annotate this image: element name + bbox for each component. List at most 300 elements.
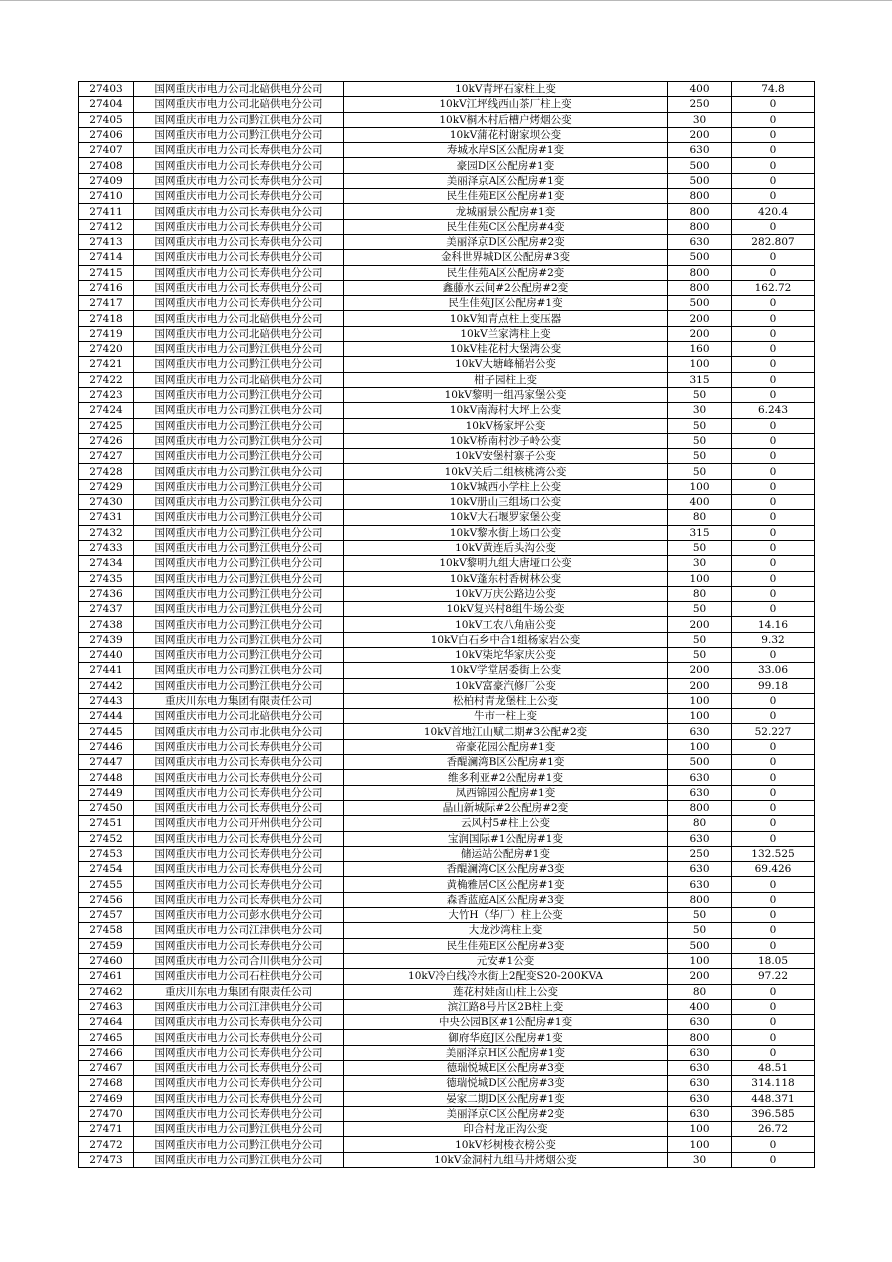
company-cell: 国网重庆市电力公司黔江供电分公司 <box>134 586 344 601</box>
company-cell: 重庆川东电力集团有限责任公司 <box>134 984 344 999</box>
company-cell: 国网重庆市电力公司开州供电分公司 <box>134 816 344 831</box>
capacity-cell: 400 <box>668 82 732 97</box>
table-row <box>79 127 815 142</box>
transformer-name-cell: 金科世界城D区公配房#3变 <box>344 250 668 265</box>
value-cell: 69.426 <box>732 862 815 877</box>
row-id-cell: 27404 <box>79 97 134 112</box>
value-cell: 132.525 <box>732 846 815 861</box>
transformer-name-cell: 10kV青坪石家柱上变 <box>344 82 668 97</box>
transformer-name-cell: 宝润国际#1公配房#1变 <box>344 831 668 846</box>
table-row <box>79 1076 815 1091</box>
company-cell: 国网重庆市电力公司黔江供电分公司 <box>134 678 344 693</box>
transformer-name-cell: 10kV知青点柱上变压器 <box>344 311 668 326</box>
table-row <box>79 265 815 280</box>
row-id-cell: 27463 <box>79 999 134 1014</box>
capacity-cell: 800 <box>668 204 732 219</box>
transformer-name-cell: 松柏村青龙堡柱上公变 <box>344 693 668 708</box>
row-id-cell: 27467 <box>79 1061 134 1076</box>
row-id-cell: 27469 <box>79 1091 134 1106</box>
table-row <box>79 525 815 540</box>
table-row <box>79 647 815 662</box>
company-cell: 国网重庆市电力公司黔江供电分公司 <box>134 433 344 448</box>
company-cell: 国网重庆市电力公司长寿供电分公司 <box>134 143 344 158</box>
value-cell: 0 <box>732 372 815 387</box>
row-id-cell: 27426 <box>79 433 134 448</box>
value-cell: 0 <box>732 831 815 846</box>
value-cell: 0 <box>732 602 815 617</box>
capacity-cell: 630 <box>668 724 732 739</box>
table-row <box>79 510 815 525</box>
value-cell: 0 <box>732 219 815 234</box>
value-cell: 0 <box>732 143 815 158</box>
value-cell: 162.72 <box>732 280 815 295</box>
transformer-name-cell: 民生佳苑C区公配房#4变 <box>344 219 668 234</box>
row-id-cell: 27413 <box>79 234 134 249</box>
row-id-cell: 27445 <box>79 724 134 739</box>
capacity-cell: 50 <box>668 464 732 479</box>
company-cell: 国网重庆市电力公司黔江供电分公司 <box>134 1152 344 1167</box>
value-cell: 0 <box>732 158 815 173</box>
company-cell: 国网重庆市电力公司黔江供电分公司 <box>134 540 344 555</box>
table-row <box>79 280 815 295</box>
transformer-name-cell: 牛市一柱上变 <box>344 709 668 724</box>
company-cell: 国网重庆市电力公司长寿供电分公司 <box>134 755 344 770</box>
row-id-cell: 27414 <box>79 250 134 265</box>
row-id-cell: 27448 <box>79 770 134 785</box>
company-cell: 国网重庆市电力公司彭水供电分公司 <box>134 908 344 923</box>
capacity-cell: 100 <box>668 953 732 968</box>
value-cell: 0 <box>732 97 815 112</box>
company-cell: 国网重庆市电力公司长寿供电分公司 <box>134 173 344 188</box>
capacity-cell: 800 <box>668 800 732 815</box>
capacity-cell: 800 <box>668 280 732 295</box>
value-cell: 0 <box>732 785 815 800</box>
row-id-cell: 27427 <box>79 449 134 464</box>
value-cell: 0 <box>732 800 815 815</box>
value-cell: 0 <box>732 1152 815 1167</box>
company-cell: 国网重庆市电力公司北碚供电分公司 <box>134 326 344 341</box>
transformer-name-cell: 黄桷雅居C区公配房#1变 <box>344 877 668 892</box>
capacity-cell: 630 <box>668 1091 732 1106</box>
table-row <box>79 82 815 97</box>
row-id-cell: 27430 <box>79 495 134 510</box>
transformer-name-cell: 维多利亚#2公配房#1变 <box>344 770 668 785</box>
transformer-name-cell: 10kV黎明九组大唐垭口公变 <box>344 556 668 571</box>
value-cell: 0 <box>732 816 815 831</box>
transformer-name-cell: 美丽泽京H区公配房#1变 <box>344 1045 668 1060</box>
table-row <box>79 219 815 234</box>
capacity-cell: 630 <box>668 234 732 249</box>
capacity-cell: 50 <box>668 540 732 555</box>
value-cell: 6.243 <box>732 403 815 418</box>
row-id-cell: 27410 <box>79 189 134 204</box>
transformer-name-cell: 民生佳苑J区公配房#1变 <box>344 296 668 311</box>
capacity-cell: 100 <box>668 709 732 724</box>
transformer-name-cell: 豪园D区公配房#1变 <box>344 158 668 173</box>
company-cell: 国网重庆市电力公司黔江供电分公司 <box>134 449 344 464</box>
company-cell: 国网重庆市电力公司黔江供电分公司 <box>134 632 344 647</box>
company-cell: 国网重庆市电力公司长寿供电分公司 <box>134 250 344 265</box>
row-id-cell: 27431 <box>79 510 134 525</box>
capacity-cell: 30 <box>668 112 732 127</box>
table-row <box>79 296 815 311</box>
table-row <box>79 372 815 387</box>
value-cell: 0 <box>732 433 815 448</box>
value-cell: 0 <box>732 984 815 999</box>
value-cell: 52.227 <box>732 724 815 739</box>
table-body <box>79 82 815 1168</box>
row-id-cell: 27441 <box>79 663 134 678</box>
capacity-cell: 630 <box>668 862 732 877</box>
capacity-cell: 630 <box>668 1045 732 1060</box>
table-row <box>79 1122 815 1137</box>
table-row <box>79 540 815 555</box>
capacity-cell: 50 <box>668 908 732 923</box>
transformer-name-cell: 德瑞悦城D区公配房#3变 <box>344 1076 668 1091</box>
transformer-name-cell: 印合村龙正沟公变 <box>344 1122 668 1137</box>
transformer-name-cell: 美丽泽京C区公配房#2变 <box>344 1106 668 1121</box>
table-row <box>79 326 815 341</box>
value-cell: 0 <box>732 999 815 1014</box>
value-cell: 0 <box>732 540 815 555</box>
table-row <box>79 969 815 984</box>
value-cell: 0 <box>732 770 815 785</box>
company-cell: 国网重庆市电力公司长寿供电分公司 <box>134 1045 344 1060</box>
capacity-cell: 630 <box>668 1106 732 1121</box>
transformer-name-cell: 10kV冷白线冷水街上2配变S20-200KVA <box>344 969 668 984</box>
company-cell: 国网重庆市电力公司黔江供电分公司 <box>134 464 344 479</box>
value-cell: 0 <box>732 1015 815 1030</box>
table-row <box>79 831 815 846</box>
company-cell: 国网重庆市电力公司长寿供电分公司 <box>134 265 344 280</box>
value-cell: 396.585 <box>732 1106 815 1121</box>
capacity-cell: 200 <box>668 969 732 984</box>
row-id-cell: 27422 <box>79 372 134 387</box>
table-row <box>79 602 815 617</box>
company-cell: 国网重庆市电力公司长寿供电分公司 <box>134 785 344 800</box>
row-id-cell: 27425 <box>79 418 134 433</box>
row-id-cell: 27460 <box>79 953 134 968</box>
company-cell: 国网重庆市电力公司黔江供电分公司 <box>134 647 344 662</box>
table-row <box>79 953 815 968</box>
table-row <box>79 846 815 861</box>
row-id-cell: 27415 <box>79 265 134 280</box>
capacity-cell: 250 <box>668 846 732 861</box>
company-cell: 国网重庆市电力公司长寿供电分公司 <box>134 862 344 877</box>
value-cell: 0 <box>732 755 815 770</box>
capacity-cell: 630 <box>668 143 732 158</box>
row-id-cell: 27411 <box>79 204 134 219</box>
table-row <box>79 143 815 158</box>
capacity-cell: 200 <box>668 311 732 326</box>
company-cell: 国网重庆市电力公司长寿供电分公司 <box>134 219 344 234</box>
transformer-name-cell: 10kV柒坨华家庆公变 <box>344 647 668 662</box>
table-row <box>79 938 815 953</box>
table-row <box>79 556 815 571</box>
company-cell: 国网重庆市电力公司北碚供电分公司 <box>134 311 344 326</box>
value-cell: 0 <box>732 693 815 708</box>
company-cell: 国网重庆市电力公司黔江供电分公司 <box>134 617 344 632</box>
transformer-name-cell: 10kV黎明一组冯家堡公变 <box>344 387 668 402</box>
table-row <box>79 739 815 754</box>
value-cell: 0 <box>732 464 815 479</box>
transformer-name-cell: 香醍澜湾B区公配房#1变 <box>344 755 668 770</box>
transformer-name-cell: 大龙沙湾柱上变 <box>344 923 668 938</box>
value-cell: 0 <box>732 296 815 311</box>
row-id-cell: 27446 <box>79 739 134 754</box>
capacity-cell: 200 <box>668 617 732 632</box>
capacity-cell: 100 <box>668 479 732 494</box>
value-cell: 14.16 <box>732 617 815 632</box>
row-id-cell: 27433 <box>79 540 134 555</box>
capacity-cell: 315 <box>668 372 732 387</box>
table-row <box>79 1152 815 1167</box>
company-cell: 国网重庆市电力公司黔江供电分公司 <box>134 387 344 402</box>
transformer-name-cell: 滨江路8号片区2B柱上变 <box>344 999 668 1014</box>
capacity-cell: 250 <box>668 97 732 112</box>
row-id-cell: 27473 <box>79 1152 134 1167</box>
capacity-cell: 200 <box>668 326 732 341</box>
company-cell: 国网重庆市电力公司长寿供电分公司 <box>134 1015 344 1030</box>
table-row <box>79 785 815 800</box>
company-cell: 国网重庆市电力公司黔江供电分公司 <box>134 418 344 433</box>
row-id-cell: 27468 <box>79 1076 134 1091</box>
company-cell: 国网重庆市电力公司长寿供电分公司 <box>134 1030 344 1045</box>
transformer-name-cell: 大竹H（华厂）柱上公变 <box>344 908 668 923</box>
table-row <box>79 234 815 249</box>
value-cell: 0 <box>732 938 815 953</box>
capacity-cell: 800 <box>668 892 732 907</box>
row-id-cell: 27452 <box>79 831 134 846</box>
company-cell: 国网重庆市电力公司北碚供电分公司 <box>134 372 344 387</box>
capacity-cell: 630 <box>668 1076 732 1091</box>
company-cell: 国网重庆市电力公司黔江供电分公司 <box>134 1122 344 1137</box>
transformer-name-cell: 10kV桥南村沙子岭公变 <box>344 433 668 448</box>
value-cell: 282.807 <box>732 234 815 249</box>
capacity-cell: 100 <box>668 739 732 754</box>
row-id-cell: 27458 <box>79 923 134 938</box>
transformer-name-cell: 德瑞悦城E区公配房#3变 <box>344 1061 668 1076</box>
transformer-name-cell: 10kV复兴村8组牛场公变 <box>344 602 668 617</box>
capacity-cell: 800 <box>668 1030 732 1045</box>
row-id-cell: 27437 <box>79 602 134 617</box>
capacity-cell: 500 <box>668 755 732 770</box>
capacity-cell: 400 <box>668 999 732 1014</box>
transformer-data-table <box>78 81 815 1168</box>
company-cell: 国网重庆市电力公司长寿供电分公司 <box>134 770 344 785</box>
company-cell: 国网重庆市电力公司长寿供电分公司 <box>134 938 344 953</box>
company-cell: 国网重庆市电力公司石柱供电分公司 <box>134 969 344 984</box>
company-cell: 国网重庆市电力公司黔江供电分公司 <box>134 127 344 142</box>
table-row <box>79 403 815 418</box>
value-cell: 420.4 <box>732 204 815 219</box>
row-id-cell: 27421 <box>79 357 134 372</box>
company-cell: 国网重庆市电力公司北碚供电分公司 <box>134 82 344 97</box>
capacity-cell: 50 <box>668 449 732 464</box>
transformer-name-cell: 10kV城西小学柱上公变 <box>344 479 668 494</box>
company-cell: 国网重庆市电力公司北碚供电分公司 <box>134 97 344 112</box>
row-id-cell: 27417 <box>79 296 134 311</box>
capacity-cell: 200 <box>668 127 732 142</box>
value-cell: 448.371 <box>732 1091 815 1106</box>
capacity-cell: 100 <box>668 1122 732 1137</box>
row-id-cell: 27450 <box>79 800 134 815</box>
company-cell: 国网重庆市电力公司长寿供电分公司 <box>134 831 344 846</box>
table-row <box>79 449 815 464</box>
transformer-name-cell: 10kV杉树梭衣榜公变 <box>344 1137 668 1152</box>
capacity-cell: 100 <box>668 693 732 708</box>
company-cell: 国网重庆市电力公司黔江供电分公司 <box>134 571 344 586</box>
table-row <box>79 862 815 877</box>
transformer-name-cell: 元安#1公变 <box>344 953 668 968</box>
table-row <box>79 1106 815 1121</box>
capacity-cell: 50 <box>668 647 732 662</box>
value-cell: 0 <box>732 908 815 923</box>
row-id-cell: 27449 <box>79 785 134 800</box>
company-cell: 国网重庆市电力公司长寿供电分公司 <box>134 296 344 311</box>
company-cell: 国网重庆市电力公司黔江供电分公司 <box>134 1137 344 1152</box>
row-id-cell: 27442 <box>79 678 134 693</box>
company-cell: 国网重庆市电力公司黔江供电分公司 <box>134 663 344 678</box>
value-cell: 0 <box>732 387 815 402</box>
row-id-cell: 27440 <box>79 647 134 662</box>
table-row <box>79 586 815 601</box>
value-cell: 0 <box>732 877 815 892</box>
value-cell: 0 <box>732 357 815 372</box>
capacity-cell: 630 <box>668 785 732 800</box>
table-row <box>79 189 815 204</box>
transformer-name-cell: 御府华庭J区公配房#1变 <box>344 1030 668 1045</box>
value-cell: 18.05 <box>732 953 815 968</box>
value-cell: 0 <box>732 479 815 494</box>
company-cell: 国网重庆市电力公司长寿供电分公司 <box>134 1106 344 1121</box>
capacity-cell: 500 <box>668 250 732 265</box>
company-cell: 国网重庆市电力公司长寿供电分公司 <box>134 1091 344 1106</box>
table-row <box>79 387 815 402</box>
value-cell: 0 <box>732 418 815 433</box>
table-row <box>79 1030 815 1045</box>
row-id-cell: 27472 <box>79 1137 134 1152</box>
capacity-cell: 500 <box>668 938 732 953</box>
value-cell: 0 <box>732 556 815 571</box>
company-cell: 国网重庆市电力公司长寿供电分公司 <box>134 204 344 219</box>
value-cell: 0 <box>732 1030 815 1045</box>
row-id-cell: 27451 <box>79 816 134 831</box>
transformer-name-cell: 10kV蓬东村香树林公变 <box>344 571 668 586</box>
row-id-cell: 27439 <box>79 632 134 647</box>
capacity-cell: 80 <box>668 984 732 999</box>
row-id-cell: 27409 <box>79 173 134 188</box>
value-cell: 0 <box>732 892 815 907</box>
capacity-cell: 630 <box>668 877 732 892</box>
table-row <box>79 663 815 678</box>
table-row <box>79 571 815 586</box>
table-row <box>79 433 815 448</box>
transformer-name-cell: 10kV册山三组场口公变 <box>344 495 668 510</box>
table-row <box>79 342 815 357</box>
value-cell: 0 <box>732 173 815 188</box>
transformer-name-cell: 美丽泽京A区公配房#1变 <box>344 173 668 188</box>
value-cell: 0 <box>732 112 815 127</box>
capacity-cell: 100 <box>668 357 732 372</box>
company-cell: 国网重庆市电力公司黔江供电分公司 <box>134 403 344 418</box>
value-cell: 0 <box>732 189 815 204</box>
row-id-cell: 27412 <box>79 219 134 234</box>
row-id-cell: 27418 <box>79 311 134 326</box>
row-id-cell: 27464 <box>79 1015 134 1030</box>
transformer-name-cell: 龙城丽景公配房#1变 <box>344 204 668 219</box>
transformer-name-cell: 10kV学堂居委街上公变 <box>344 663 668 678</box>
table-row <box>79 800 815 815</box>
transformer-name-cell: 10kV桂花村大堡湾公变 <box>344 342 668 357</box>
row-id-cell: 27457 <box>79 908 134 923</box>
company-cell: 国网重庆市电力公司黔江供电分公司 <box>134 357 344 372</box>
value-cell: 0 <box>732 449 815 464</box>
table-row <box>79 693 815 708</box>
table-row <box>79 908 815 923</box>
transformer-name-cell: 美丽泽京D区公配房#2变 <box>344 234 668 249</box>
table-row <box>79 1091 815 1106</box>
row-id-cell: 27424 <box>79 403 134 418</box>
row-id-cell: 27459 <box>79 938 134 953</box>
value-cell: 48.51 <box>732 1061 815 1076</box>
row-id-cell: 27434 <box>79 556 134 571</box>
table-row <box>79 816 815 831</box>
table-row <box>79 999 815 1014</box>
company-cell: 国网重庆市电力公司长寿供电分公司 <box>134 892 344 907</box>
value-cell: 0 <box>732 265 815 280</box>
row-id-cell: 27435 <box>79 571 134 586</box>
row-id-cell: 27436 <box>79 586 134 601</box>
transformer-name-cell: 10kV万庆公路边公变 <box>344 586 668 601</box>
transformer-name-cell: 储运站公配房#1变 <box>344 846 668 861</box>
row-id-cell: 27461 <box>79 969 134 984</box>
value-cell: 0 <box>732 923 815 938</box>
value-cell: 0 <box>732 739 815 754</box>
company-cell: 国网重庆市电力公司黔江供电分公司 <box>134 112 344 127</box>
value-cell: 97.22 <box>732 969 815 984</box>
value-cell: 0 <box>732 586 815 601</box>
table-row <box>79 877 815 892</box>
capacity-cell: 80 <box>668 816 732 831</box>
transformer-name-cell: 香醍澜湾C区公配房#3变 <box>344 862 668 877</box>
company-cell: 国网重庆市电力公司长寿供电分公司 <box>134 1076 344 1091</box>
company-cell: 重庆川东电力集团有限责任公司 <box>134 693 344 708</box>
company-cell: 国网重庆市电力公司长寿供电分公司 <box>134 877 344 892</box>
table-row <box>79 632 815 647</box>
row-id-cell: 27432 <box>79 525 134 540</box>
value-cell: 0 <box>732 250 815 265</box>
transformer-name-cell: 森香蓝庭A区公配房#3变 <box>344 892 668 907</box>
row-id-cell: 27428 <box>79 464 134 479</box>
value-cell: 99.18 <box>732 678 815 693</box>
company-cell: 国网重庆市电力公司北碚供电分公司 <box>134 709 344 724</box>
capacity-cell: 160 <box>668 342 732 357</box>
transformer-name-cell: 10kV黄连后头沟公变 <box>344 540 668 555</box>
capacity-cell: 30 <box>668 403 732 418</box>
company-cell: 国网重庆市电力公司黔江供电分公司 <box>134 479 344 494</box>
table-row <box>79 158 815 173</box>
company-cell: 国网重庆市电力公司黔江供电分公司 <box>134 495 344 510</box>
company-cell: 国网重庆市电力公司长寿供电分公司 <box>134 739 344 754</box>
capacity-cell: 200 <box>668 678 732 693</box>
capacity-cell: 50 <box>668 418 732 433</box>
transformer-name-cell: 民生佳苑E区公配房#3变 <box>344 938 668 953</box>
transformer-name-cell: 10kV金洞村九组马井烤烟公变 <box>344 1152 668 1167</box>
row-id-cell: 27444 <box>79 709 134 724</box>
table-row <box>79 311 815 326</box>
value-cell: 0 <box>732 525 815 540</box>
